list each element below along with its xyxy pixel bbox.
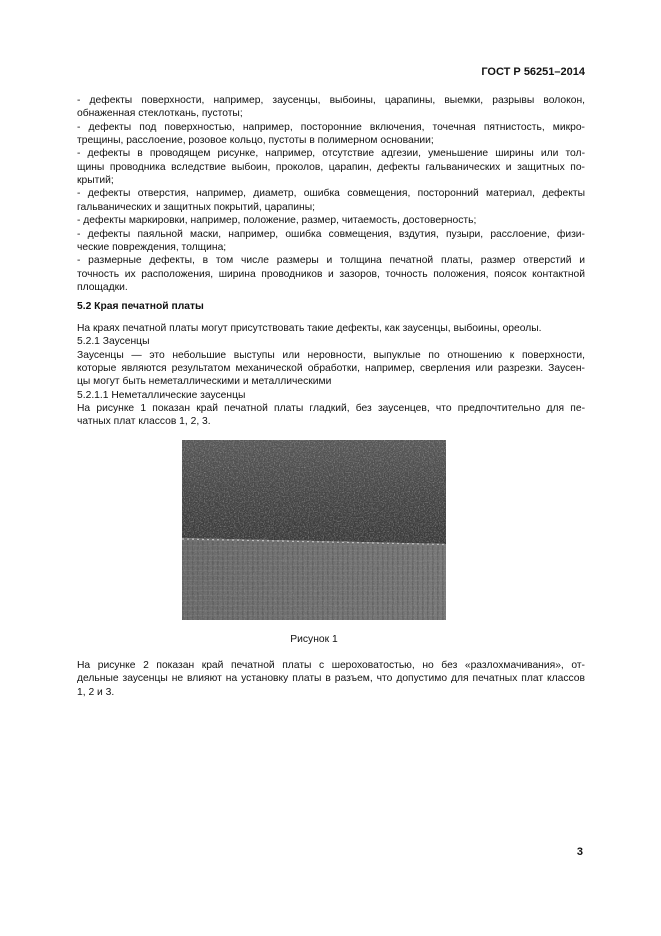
text-line: щины проводника вследствие выбоин, проколов, царапин, дефекты гальванических и защитных по- [77, 161, 585, 173]
text-line: - дефекты под поверхностью, например, посторонние включения, точечная пятнистость, микро- [77, 121, 585, 133]
text-line: крытий; [77, 175, 114, 187]
text-line: - дефекты маркировки, например, положение, размер, читаемость, достоверность; [77, 215, 477, 227]
figure-caption: Рисунок 1 [290, 634, 338, 645]
text-line: точность их расположения, ширина проводников и зазоров, точность положения, поясок контактной [77, 268, 585, 280]
text-line: На краях печатной платы могут присутствовать такие дефекты, как заусенцы, выбоины, ореолы. [77, 323, 542, 334]
text-line: ческие повреждения, толщина; [77, 241, 227, 253]
text-line: - дефекты поверхности, например, заусенцы, выбоины, царапины, выемки, разрывы волокон, [77, 95, 585, 106]
text-line: которые являются результатом механической обработки, например, сверления или разрезки. Заусен- [77, 363, 585, 375]
text-line: дельные заусенцы не влияют на установку платы в разъем, что допустимо для печатных плат классов [77, 673, 585, 685]
text-line: обнаженная стеклоткань, пустоты; [77, 108, 243, 120]
figure-pcb-edge-photo [182, 440, 446, 620]
board-surface-region [182, 440, 446, 550]
section-heading: 5.2 Края печатной платы [77, 301, 204, 312]
text-line: площадки. [77, 281, 128, 293]
text-line: цы могут быть неметаллическими и металлическими [77, 376, 332, 388]
text-line: трещины, расслоение, розовое кольцо, пустоты в полимерном основании; [77, 135, 434, 147]
text-line: На рисунке 1 показан край печатной платы гладкий, без заусенцев, что предпочтительно для пе- [77, 403, 585, 415]
text-line: - дефекты отверстия, например, диаметр, ошибка совмещения, посторонний материал, дефекты [77, 188, 585, 200]
text-line: - дефекты в проводящем рисунке, например, отсутствие адгезии, уменьшение ширины или тол- [77, 148, 585, 160]
subsection-heading: 5.2.1.1 Неметаллические заусенцы [77, 389, 246, 401]
text-line: чатных плат классов 1, 2, 3. [77, 416, 211, 428]
text-line: Заусенцы — это небольшие выступы или неровности, выпуклые по отношению к поверхности, [77, 349, 585, 361]
document-id-header: ГОСТ Р 56251–2014 [481, 66, 585, 78]
board-edge-region [182, 530, 446, 620]
text-line: гальванических и защитных покрытий, царапины; [77, 201, 315, 213]
text-line: 1, 2 и 3. [77, 686, 115, 698]
text-line: - размерные дефекты, в том числе размеры и толщина печатной платы, размер отверстий и [77, 255, 585, 267]
text-line: - дефекты паяльной маски, например, ошибка совмещения, вздутия, пузыри, расслоение, физи- [77, 228, 585, 240]
text-line: На рисунке 2 показан край печатной платы с шероховатостью, но без «разлохмачивания», от- [77, 660, 585, 671]
subsection-heading: 5.2.1 Заусенцы [77, 336, 150, 348]
page-number: 3 [576, 846, 583, 858]
